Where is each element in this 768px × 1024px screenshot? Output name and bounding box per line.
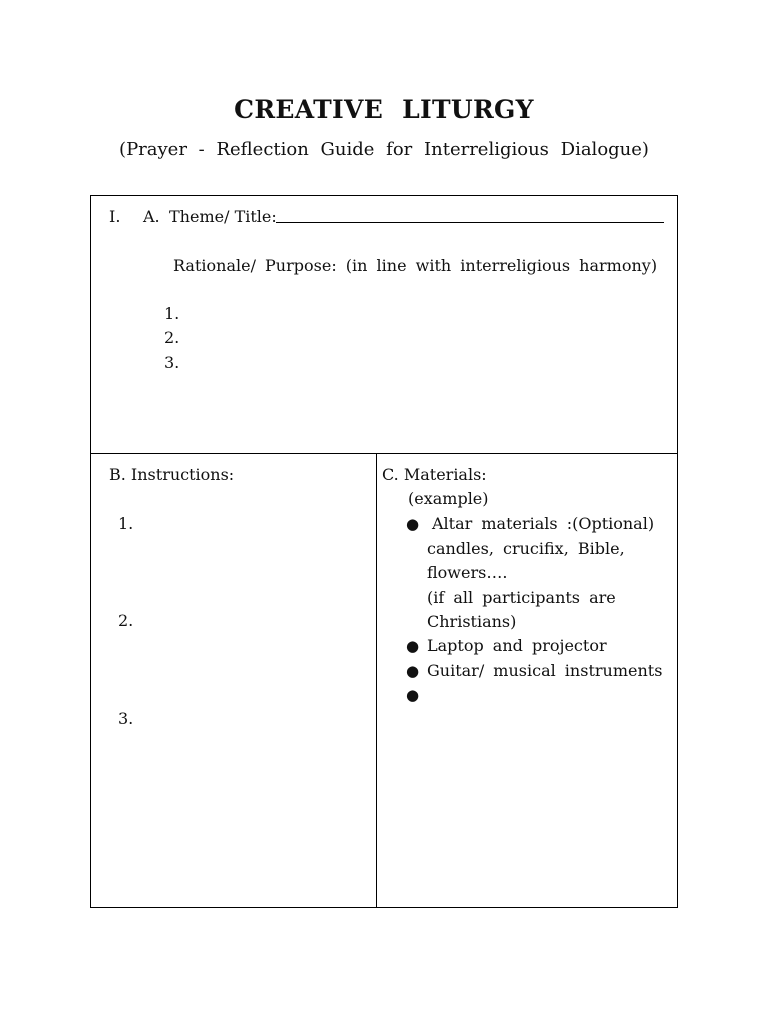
bullet-icon: ● <box>406 686 420 704</box>
column-divider <box>376 454 377 907</box>
instructions-item-2: 2. <box>118 611 134 630</box>
section-roman-numeral: I. <box>109 207 121 226</box>
instructions-heading: B. Instructions: <box>109 465 235 484</box>
rationale-item-1: 1. <box>164 304 180 323</box>
document-title: CREATIVE LITURGY <box>234 95 534 124</box>
materials-heading: C. Materials: <box>382 465 487 484</box>
materials-item-1-line-1: Altar materials :(Optional) <box>432 514 655 533</box>
bullet-icon: ● <box>406 662 420 680</box>
materials-item-2: Laptop and projector <box>427 636 607 655</box>
instructions-item-3: 3. <box>118 709 134 728</box>
instructions-item-1: 1. <box>118 514 134 533</box>
materials-item-3: Guitar/ musical instruments <box>427 661 663 680</box>
rationale-label: Rationale/ Purpose: (in line with interreligious harmony) <box>173 256 658 275</box>
document-subtitle: (Prayer - Reflection Guide for Interreligious Dialogue) <box>119 139 649 160</box>
materials-item-1-line-2: candles, crucifix, Bible, <box>427 539 625 558</box>
materials-example-note: (example) <box>408 489 489 508</box>
theme-input-line[interactable] <box>276 222 664 223</box>
materials-item-1-line-5: Christians) <box>427 612 517 631</box>
materials-item-1-line-3: flowers…. <box>427 563 508 582</box>
form-table <box>90 195 678 908</box>
theme-section <box>91 196 677 454</box>
bullet-icon: ● <box>406 515 420 533</box>
materials-item-1-line-4: (if all participants are <box>427 588 616 607</box>
rationale-item-2: 2. <box>164 328 180 347</box>
rationale-item-3: 3. <box>164 353 180 372</box>
bullet-icon: ● <box>406 637 420 655</box>
theme-label: Theme/ Title: <box>169 207 277 226</box>
section-a-letter: A. <box>143 207 160 226</box>
